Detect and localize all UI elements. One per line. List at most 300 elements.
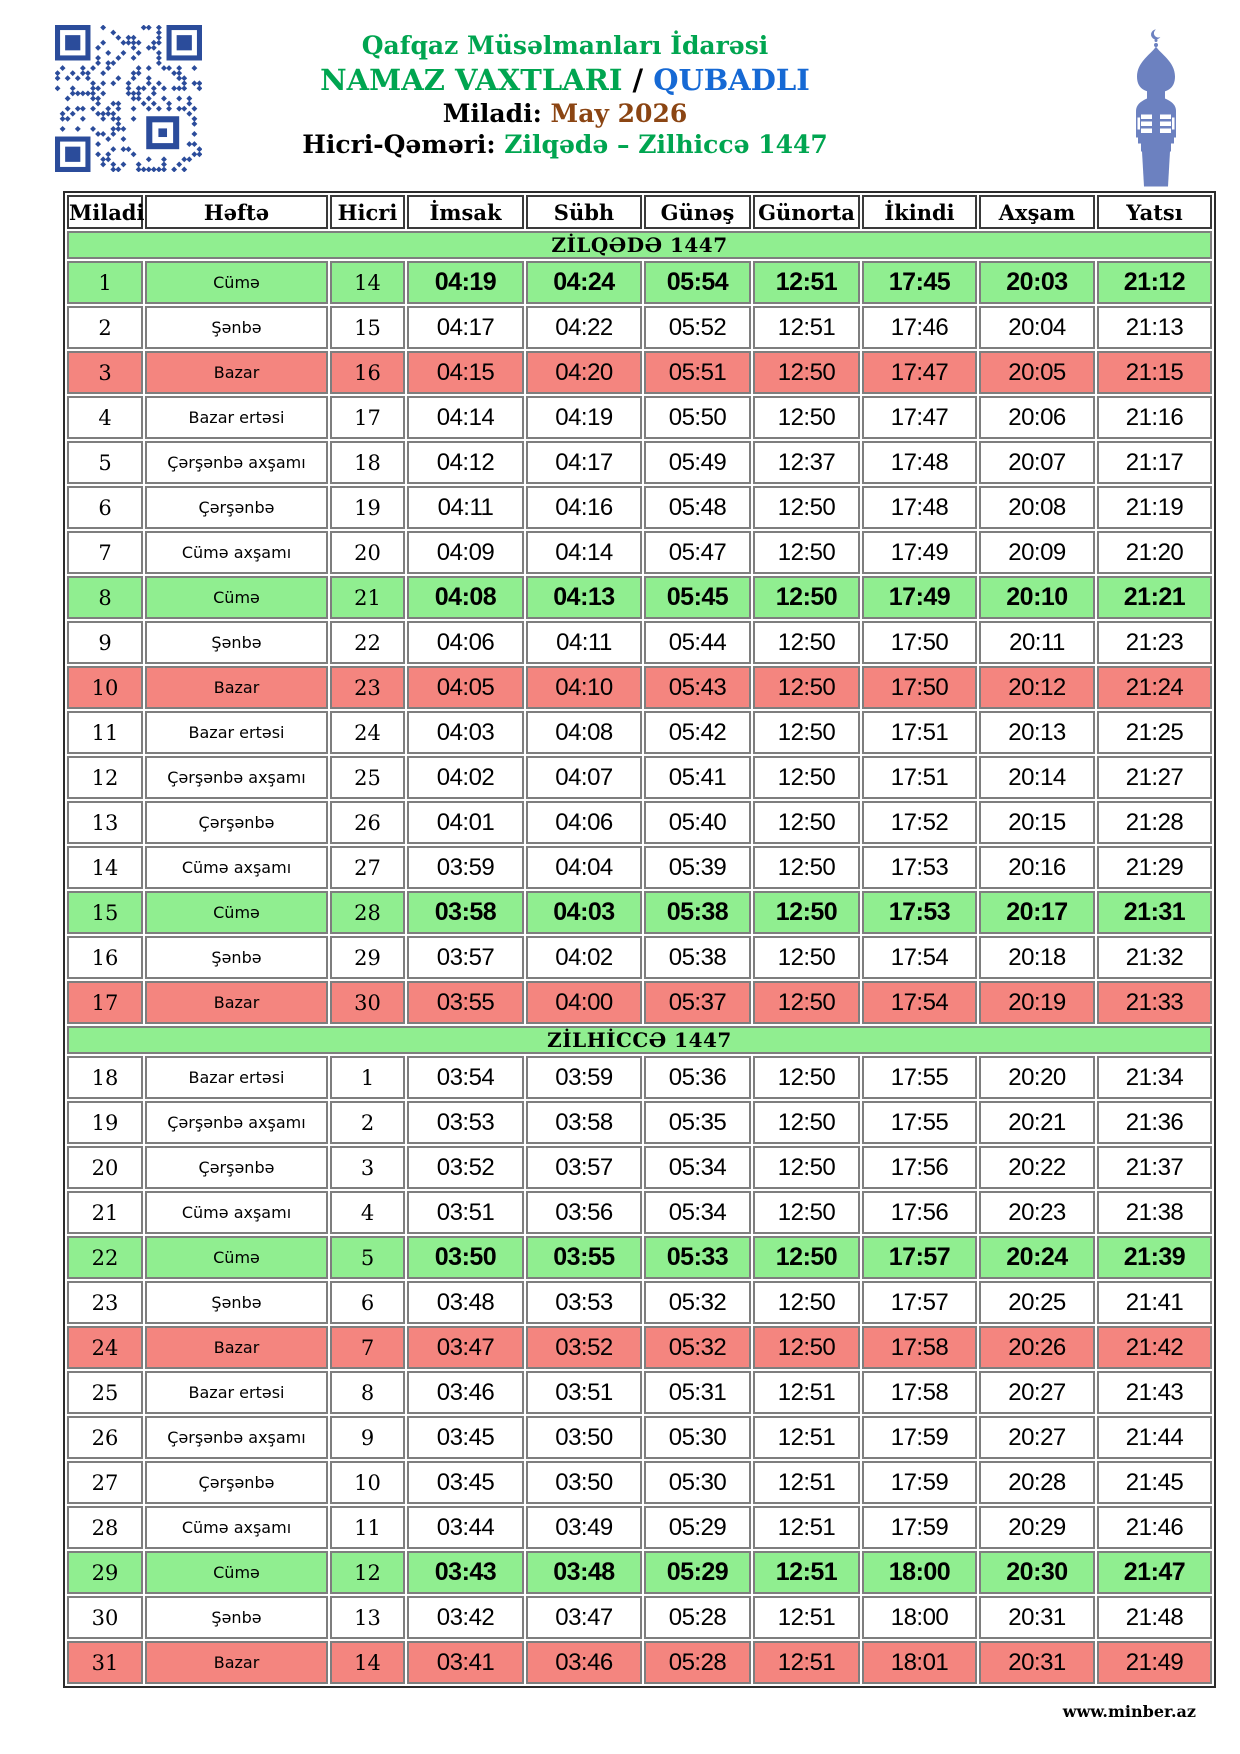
- time-cell-axsam: 20:08: [979, 486, 1095, 529]
- time-cell-subh: 03:58: [526, 1101, 642, 1144]
- time-cell-yatsi: 21:16: [1097, 396, 1212, 439]
- weekday-cell: Bazar ertəsi: [145, 711, 328, 754]
- time-cell-subh: 04:03: [526, 891, 642, 934]
- hicri-cell: 21: [330, 576, 405, 619]
- time-cell-gunorta: 12:50: [753, 1326, 860, 1369]
- table-row: [67, 576, 1212, 619]
- time-cell-subh: 04:06: [526, 801, 642, 844]
- column-header-hicri: Hicri: [330, 195, 405, 229]
- time-cell-subh: 04:16: [526, 486, 642, 529]
- column-header-axsam: Axşam: [979, 195, 1095, 229]
- table-row: [67, 756, 1212, 799]
- table-row: [67, 396, 1212, 439]
- time-cell-imsak: 04:15: [407, 351, 524, 394]
- time-cell-axsam: 20:11: [979, 621, 1095, 664]
- time-cell-subh: 04:14: [526, 531, 642, 574]
- time-cell-gunorta: 12:51: [753, 306, 860, 349]
- time-cell-imsak: 03:48: [407, 1281, 524, 1324]
- time-cell-subh: 04:08: [526, 711, 642, 754]
- time-cell-gunorta: 12:50: [753, 576, 860, 619]
- table-header-row: [67, 195, 1212, 229]
- miladi-cell: 9: [67, 621, 143, 664]
- time-cell-gunes: 05:49: [644, 441, 751, 484]
- time-cell-axsam: 20:22: [979, 1146, 1095, 1189]
- time-cell-gunes: 05:52: [644, 306, 751, 349]
- time-cell-subh: 04:11: [526, 621, 642, 664]
- time-cell-imsak: 04:01: [407, 801, 524, 844]
- time-cell-subh: 03:53: [526, 1281, 642, 1324]
- time-cell-imsak: 04:08: [407, 576, 524, 619]
- organization-name: Qafqaz Müsəlmanları İdarəsi: [361, 31, 769, 60]
- hicri-cell: 1: [330, 1056, 405, 1099]
- time-cell-imsak: 03:45: [407, 1461, 524, 1504]
- time-cell-gunorta: 12:51: [753, 261, 860, 304]
- time-cell-imsak: 04:06: [407, 621, 524, 664]
- section-header-row: [67, 231, 1212, 259]
- time-cell-gunes: 05:32: [644, 1281, 751, 1324]
- time-cell-imsak: 03:58: [407, 891, 524, 934]
- time-cell-yatsi: 21:37: [1097, 1146, 1212, 1189]
- hicri-value: Zilqədə – Zilhiccə 1447: [504, 130, 828, 159]
- time-cell-subh: 04:10: [526, 666, 642, 709]
- weekday-cell: Bazar: [145, 981, 328, 1024]
- table-row: [67, 351, 1212, 394]
- time-cell-axsam: 20:12: [979, 666, 1095, 709]
- time-cell-imsak: 03:43: [407, 1551, 524, 1594]
- time-cell-ikindi: 17:45: [862, 261, 977, 304]
- time-cell-gunes: 05:48: [644, 486, 751, 529]
- time-cell-gunorta: 12:50: [753, 801, 860, 844]
- time-cell-gunes: 05:28: [644, 1596, 751, 1639]
- time-cell-yatsi: 21:38: [1097, 1191, 1212, 1234]
- time-cell-gunorta: 12:51: [753, 1371, 860, 1414]
- table-row: [67, 1416, 1212, 1459]
- time-cell-gunorta: 12:51: [753, 1461, 860, 1504]
- weekday-cell: Çərşənbə axşamı: [145, 756, 328, 799]
- miladi-line: [0, 98, 1130, 129]
- time-cell-yatsi: 21:46: [1097, 1506, 1212, 1549]
- time-cell-gunes: 05:40: [644, 801, 751, 844]
- time-cell-yatsi: 21:49: [1097, 1641, 1212, 1684]
- time-cell-axsam: 20:27: [979, 1416, 1095, 1459]
- miladi-cell: 29: [67, 1551, 143, 1594]
- time-cell-gunorta: 12:50: [753, 711, 860, 754]
- time-cell-axsam: 20:06: [979, 396, 1095, 439]
- time-cell-ikindi: 18:00: [862, 1551, 977, 1594]
- time-cell-axsam: 20:20: [979, 1056, 1095, 1099]
- table-row: [67, 621, 1212, 664]
- time-cell-ikindi: 17:51: [862, 756, 977, 799]
- time-cell-ikindi: 17:59: [862, 1416, 977, 1459]
- table-row: [67, 1641, 1212, 1684]
- time-cell-gunorta: 12:50: [753, 1236, 860, 1279]
- time-cell-gunorta: 12:50: [753, 531, 860, 574]
- miladi-cell: 3: [67, 351, 143, 394]
- time-cell-gunorta: 12:51: [753, 1596, 860, 1639]
- miladi-cell: 28: [67, 1506, 143, 1549]
- miladi-cell: 6: [67, 486, 143, 529]
- time-cell-yatsi: 21:12: [1097, 261, 1212, 304]
- time-cell-gunorta: 12:50: [753, 1101, 860, 1144]
- time-cell-axsam: 20:19: [979, 981, 1095, 1024]
- miladi-cell: 13: [67, 801, 143, 844]
- time-cell-yatsi: 21:24: [1097, 666, 1212, 709]
- time-cell-gunorta: 12:50: [753, 891, 860, 934]
- time-cell-subh: 03:59: [526, 1056, 642, 1099]
- time-cell-axsam: 20:09: [979, 531, 1095, 574]
- time-cell-gunorta: 12:50: [753, 396, 860, 439]
- time-cell-gunes: 05:38: [644, 891, 751, 934]
- time-cell-subh: 03:55: [526, 1236, 642, 1279]
- weekday-cell: Çərşənbə: [145, 1146, 328, 1189]
- column-header-həftə: Həftə: [145, 195, 328, 229]
- hicri-cell: 7: [330, 1326, 405, 1369]
- weekday-cell: Cümə: [145, 576, 328, 619]
- table-row: [67, 1506, 1212, 1549]
- time-cell-yatsi: 21:23: [1097, 621, 1212, 664]
- miladi-cell: 20: [67, 1146, 143, 1189]
- hicri-cell: 29: [330, 936, 405, 979]
- hicri-cell: 11: [330, 1506, 405, 1549]
- miladi-cell: 31: [67, 1641, 143, 1684]
- title-block: [0, 30, 1130, 160]
- hicri-cell: 23: [330, 666, 405, 709]
- time-cell-imsak: 04:05: [407, 666, 524, 709]
- miladi-cell: 12: [67, 756, 143, 799]
- time-cell-axsam: 20:26: [979, 1326, 1095, 1369]
- miladi-cell: 21: [67, 1191, 143, 1234]
- miladi-cell: 8: [67, 576, 143, 619]
- time-cell-ikindi: 17:56: [862, 1191, 977, 1234]
- time-cell-yatsi: 21:28: [1097, 801, 1212, 844]
- time-cell-imsak: 03:59: [407, 846, 524, 889]
- weekday-cell: Çərşənbə: [145, 801, 328, 844]
- time-cell-ikindi: 17:57: [862, 1281, 977, 1324]
- miladi-cell: 16: [67, 936, 143, 979]
- time-cell-ikindi: 17:58: [862, 1326, 977, 1369]
- time-cell-yatsi: 21:36: [1097, 1101, 1212, 1144]
- time-cell-gunes: 05:42: [644, 711, 751, 754]
- table-row: [67, 1596, 1212, 1639]
- time-cell-yatsi: 21:27: [1097, 756, 1212, 799]
- time-cell-axsam: 20:16: [979, 846, 1095, 889]
- time-cell-gunes: 05:44: [644, 621, 751, 664]
- table-row: [67, 1056, 1212, 1099]
- time-cell-axsam: 20:24: [979, 1236, 1095, 1279]
- time-cell-gunes: 05:32: [644, 1326, 751, 1369]
- miladi-cell: 11: [67, 711, 143, 754]
- time-cell-axsam: 20:13: [979, 711, 1095, 754]
- time-cell-axsam: 20:27: [979, 1371, 1095, 1414]
- time-cell-gunes: 05:45: [644, 576, 751, 619]
- time-cell-gunes: 05:43: [644, 666, 751, 709]
- time-cell-imsak: 03:46: [407, 1371, 524, 1414]
- table-row: [67, 1371, 1212, 1414]
- time-cell-imsak: 04:02: [407, 756, 524, 799]
- time-cell-imsak: 03:45: [407, 1416, 524, 1459]
- time-cell-gunes: 05:34: [644, 1191, 751, 1234]
- table-row: [67, 1326, 1212, 1369]
- table-row: [67, 936, 1212, 979]
- hicri-cell: 4: [330, 1191, 405, 1234]
- hicri-cell: 24: [330, 711, 405, 754]
- time-cell-gunes: 05:33: [644, 1236, 751, 1279]
- time-cell-yatsi: 21:31: [1097, 891, 1212, 934]
- time-cell-axsam: 20:03: [979, 261, 1095, 304]
- time-cell-imsak: 03:50: [407, 1236, 524, 1279]
- time-cell-gunorta: 12:50: [753, 1281, 860, 1324]
- time-cell-gunorta: 12:51: [753, 1551, 860, 1594]
- time-cell-yatsi: 21:25: [1097, 711, 1212, 754]
- table-row: [67, 1236, 1212, 1279]
- table-row: [67, 711, 1212, 754]
- time-cell-yatsi: 21:33: [1097, 981, 1212, 1024]
- time-cell-imsak: 03:42: [407, 1596, 524, 1639]
- hicri-cell: 30: [330, 981, 405, 1024]
- time-cell-subh: 03:49: [526, 1506, 642, 1549]
- time-cell-ikindi: 17:48: [862, 486, 977, 529]
- miladi-cell: 7: [67, 531, 143, 574]
- miladi-cell: 4: [67, 396, 143, 439]
- table-row: [67, 1101, 1212, 1144]
- hicri-cell: 22: [330, 621, 405, 664]
- time-cell-axsam: 20:07: [979, 441, 1095, 484]
- time-cell-subh: 04:17: [526, 441, 642, 484]
- website-text: www.minber.az: [1062, 1702, 1196, 1721]
- time-cell-gunorta: 12:37: [753, 441, 860, 484]
- time-cell-yatsi: 21:17: [1097, 441, 1212, 484]
- miladi-cell: 22: [67, 1236, 143, 1279]
- weekday-cell: Çərşənbə: [145, 1461, 328, 1504]
- miladi-value: May 2026: [550, 99, 688, 128]
- time-cell-yatsi: 21:44: [1097, 1416, 1212, 1459]
- time-cell-ikindi: 17:46: [862, 306, 977, 349]
- table-row: [67, 1146, 1212, 1189]
- time-cell-imsak: 04:11: [407, 486, 524, 529]
- column-header-miladi: Miladi: [67, 195, 143, 229]
- time-cell-subh: 03:52: [526, 1326, 642, 1369]
- time-cell-gunorta: 12:50: [753, 621, 860, 664]
- hicri-cell: 6: [330, 1281, 405, 1324]
- time-cell-yatsi: 21:45: [1097, 1461, 1212, 1504]
- hicri-cell: 14: [330, 1641, 405, 1684]
- time-cell-gunorta: 12:50: [753, 936, 860, 979]
- time-cell-subh: 04:19: [526, 396, 642, 439]
- page-title: [0, 62, 1130, 98]
- column-header-gunorta: Günorta: [753, 195, 860, 229]
- time-cell-yatsi: 21:13: [1097, 306, 1212, 349]
- time-cell-ikindi: 17:55: [862, 1056, 977, 1099]
- table-row: [67, 1281, 1212, 1324]
- time-cell-subh: 03:50: [526, 1416, 642, 1459]
- time-cell-axsam: 20:31: [979, 1596, 1095, 1639]
- time-cell-gunes: 05:30: [644, 1416, 751, 1459]
- time-cell-imsak: 03:51: [407, 1191, 524, 1234]
- weekday-cell: Bazar: [145, 1641, 328, 1684]
- time-cell-axsam: 20:05: [979, 351, 1095, 394]
- time-cell-gunes: 05:35: [644, 1101, 751, 1144]
- title-separator: /: [632, 63, 644, 97]
- miladi-cell: 17: [67, 981, 143, 1024]
- table-row: [67, 981, 1212, 1024]
- time-cell-yatsi: 21:29: [1097, 846, 1212, 889]
- time-cell-gunorta: 12:51: [753, 1641, 860, 1684]
- miladi-cell: 19: [67, 1101, 143, 1144]
- time-cell-yatsi: 21:42: [1097, 1326, 1212, 1369]
- section-title: ZİLQƏDƏ 1447: [67, 231, 1212, 259]
- time-cell-imsak: 04:19: [407, 261, 524, 304]
- time-cell-subh: 04:20: [526, 351, 642, 394]
- time-cell-ikindi: 18:01: [862, 1641, 977, 1684]
- weekday-cell: Bazar: [145, 1326, 328, 1369]
- table-row: [67, 1191, 1212, 1234]
- time-cell-axsam: 20:29: [979, 1506, 1095, 1549]
- table-row: [67, 891, 1212, 934]
- time-cell-imsak: 03:44: [407, 1506, 524, 1549]
- time-cell-gunes: 05:30: [644, 1461, 751, 1504]
- title-city: QUBADLI: [653, 63, 810, 97]
- time-cell-ikindi: 17:54: [862, 936, 977, 979]
- time-cell-gunes: 05:47: [644, 531, 751, 574]
- time-cell-subh: 04:02: [526, 936, 642, 979]
- time-cell-gunorta: 12:51: [753, 1506, 860, 1549]
- time-cell-yatsi: 21:32: [1097, 936, 1212, 979]
- time-cell-yatsi: 21:19: [1097, 486, 1212, 529]
- weekday-cell: Bazar: [145, 666, 328, 709]
- time-cell-imsak: 03:47: [407, 1326, 524, 1369]
- weekday-cell: Bazar: [145, 351, 328, 394]
- miladi-cell: 30: [67, 1596, 143, 1639]
- weekday-cell: Şənbə: [145, 1596, 328, 1639]
- time-cell-gunes: 05:38: [644, 936, 751, 979]
- table-row: [67, 306, 1212, 349]
- time-cell-axsam: 20:15: [979, 801, 1095, 844]
- hicri-cell: 18: [330, 441, 405, 484]
- minaret-icon: [1128, 28, 1184, 188]
- time-cell-gunes: 05:51: [644, 351, 751, 394]
- weekday-cell: Çərşənbə axşamı: [145, 1101, 328, 1144]
- time-cell-yatsi: 21:34: [1097, 1056, 1212, 1099]
- time-cell-axsam: 20:23: [979, 1191, 1095, 1234]
- time-cell-axsam: 20:30: [979, 1551, 1095, 1594]
- footer: [0, 1702, 1196, 1721]
- hicri-cell: 16: [330, 351, 405, 394]
- weekday-cell: Cümə axşamı: [145, 1191, 328, 1234]
- time-cell-yatsi: 21:43: [1097, 1371, 1212, 1414]
- miladi-cell: 1: [67, 261, 143, 304]
- time-cell-gunorta: 12:50: [753, 846, 860, 889]
- weekday-cell: Bazar ertəsi: [145, 1371, 328, 1414]
- table-row: [67, 261, 1212, 304]
- weekday-cell: Cümə axşamı: [145, 531, 328, 574]
- table-row: [67, 441, 1212, 484]
- time-cell-imsak: 03:53: [407, 1101, 524, 1144]
- time-cell-ikindi: 17:53: [862, 891, 977, 934]
- table-row: [67, 846, 1212, 889]
- hicri-cell: 15: [330, 306, 405, 349]
- time-cell-subh: 03:48: [526, 1551, 642, 1594]
- time-cell-imsak: 03:41: [407, 1641, 524, 1684]
- time-cell-gunorta: 12:50: [753, 1056, 860, 1099]
- weekday-cell: Cümə: [145, 1236, 328, 1279]
- table-row: [67, 486, 1212, 529]
- time-cell-gunes: 05:41: [644, 756, 751, 799]
- hicri-cell: 12: [330, 1551, 405, 1594]
- time-cell-gunes: 05:36: [644, 1056, 751, 1099]
- time-cell-gunes: 05:28: [644, 1641, 751, 1684]
- hicri-cell: 9: [330, 1416, 405, 1459]
- time-cell-ikindi: 17:52: [862, 801, 977, 844]
- time-cell-ikindi: 17:59: [862, 1461, 977, 1504]
- column-header-imsak: İmsak: [407, 195, 524, 229]
- time-cell-subh: 04:22: [526, 306, 642, 349]
- section-header-row: [67, 1026, 1212, 1054]
- time-cell-axsam: 20:10: [979, 576, 1095, 619]
- time-cell-ikindi: 17:59: [862, 1506, 977, 1549]
- weekday-cell: Cümə axşamı: [145, 846, 328, 889]
- time-cell-imsak: 03:52: [407, 1146, 524, 1189]
- time-cell-ikindi: 17:54: [862, 981, 977, 1024]
- weekday-cell: Cümə: [145, 891, 328, 934]
- time-cell-ikindi: 17:51: [862, 711, 977, 754]
- time-cell-ikindi: 17:48: [862, 441, 977, 484]
- miladi-cell: 15: [67, 891, 143, 934]
- section-title: ZİLHİCCƏ 1447: [67, 1026, 1212, 1054]
- hicri-label: Hicri-Qəməri:: [302, 130, 496, 159]
- hicri-cell: 3: [330, 1146, 405, 1189]
- table-row: [67, 801, 1212, 844]
- weekday-cell: Çərşənbə: [145, 486, 328, 529]
- time-cell-subh: 03:56: [526, 1191, 642, 1234]
- time-cell-gunes: 05:29: [644, 1506, 751, 1549]
- time-cell-axsam: 20:18: [979, 936, 1095, 979]
- hicri-cell: 28: [330, 891, 405, 934]
- time-cell-subh: 04:13: [526, 576, 642, 619]
- hicri-cell: 10: [330, 1461, 405, 1504]
- table-row: [67, 1461, 1212, 1504]
- hicri-cell: 26: [330, 801, 405, 844]
- time-cell-gunorta: 12:50: [753, 351, 860, 394]
- weekday-cell: Cümə: [145, 261, 328, 304]
- time-cell-imsak: 03:54: [407, 1056, 524, 1099]
- time-cell-axsam: 20:17: [979, 891, 1095, 934]
- time-cell-gunes: 05:29: [644, 1551, 751, 1594]
- column-header-ikindi: İkindi: [862, 195, 977, 229]
- time-cell-axsam: 20:28: [979, 1461, 1095, 1504]
- miladi-label: Miladi:: [442, 99, 542, 128]
- weekday-cell: Cümə axşamı: [145, 1506, 328, 1549]
- time-cell-gunorta: 12:50: [753, 666, 860, 709]
- time-cell-axsam: 20:25: [979, 1281, 1095, 1324]
- hicri-cell: 27: [330, 846, 405, 889]
- time-cell-gunorta: 12:50: [753, 756, 860, 799]
- table-row: [67, 666, 1212, 709]
- time-cell-gunes: 05:50: [644, 396, 751, 439]
- time-cell-imsak: 04:17: [407, 306, 524, 349]
- time-cell-subh: 04:24: [526, 261, 642, 304]
- hicri-cell: 25: [330, 756, 405, 799]
- weekday-cell: Şənbə: [145, 1281, 328, 1324]
- time-cell-ikindi: 17:57: [862, 1236, 977, 1279]
- time-cell-axsam: 20:04: [979, 306, 1095, 349]
- column-header-yatsi: Yatsı: [1097, 195, 1212, 229]
- time-cell-yatsi: 21:48: [1097, 1596, 1212, 1639]
- time-cell-ikindi: 17:58: [862, 1371, 977, 1414]
- time-cell-imsak: 04:03: [407, 711, 524, 754]
- time-cell-ikindi: 17:50: [862, 666, 977, 709]
- time-cell-imsak: 04:14: [407, 396, 524, 439]
- hicri-cell: 2: [330, 1101, 405, 1144]
